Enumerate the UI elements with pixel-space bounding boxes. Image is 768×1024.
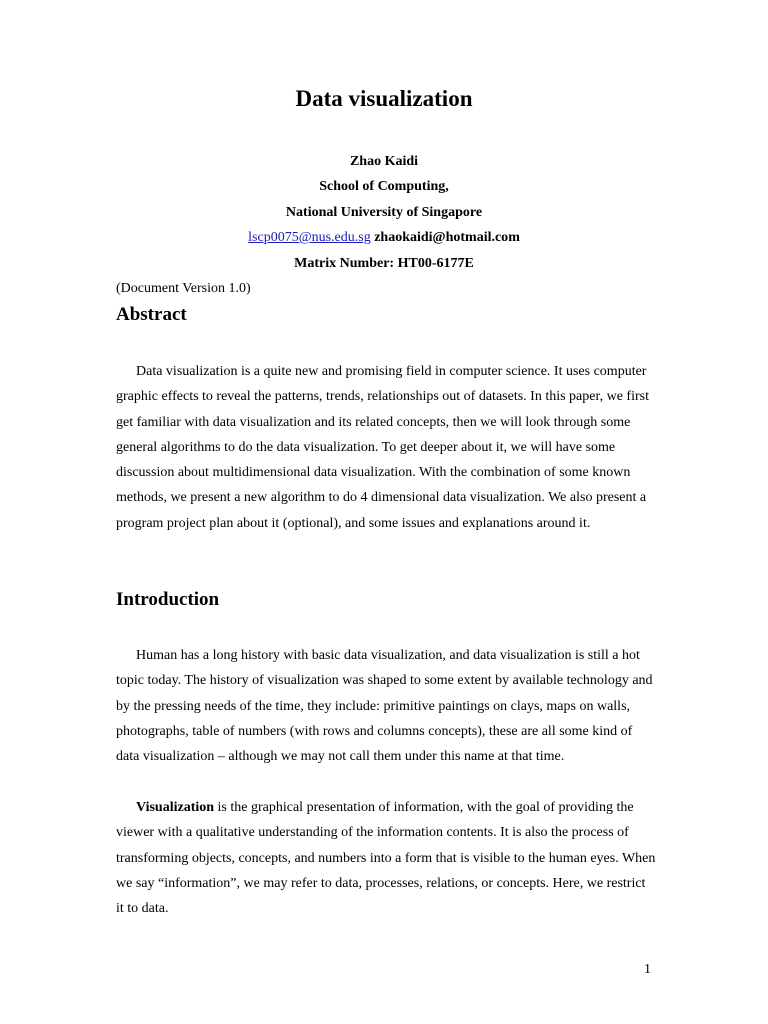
contact-emails	[0, 229, 768, 247]
author-name: Zhao Kaidi	[349, 154, 419, 169]
email-hotmail-end: m	[508, 230, 520, 245]
matrix-number: Matrix Number: HT00-6177E	[294, 256, 474, 271]
email-hotmail-main: zhaokaidi@hotmail.co	[374, 230, 509, 245]
introduction-paragraph-2-text: is the graphical presentation of information, with the goal of providing the viewer with a qualitative understanding of the information contents. It is also the process of transforming objects, concepts, and numbers into a form that is visible to the human eyes. When we say “information”, we may refer to data, processes, relations, or concepts. Here, we restrict it to data.	[116, 800, 656, 917]
paper-title: Data visualization	[295, 86, 473, 111]
visualization-term: Visualization	[136, 800, 215, 815]
affiliation-university: National University of Singapore	[285, 205, 483, 220]
affiliation-school: School of Computing,	[319, 179, 449, 194]
abstract-text: Data visualization is a quite new and promising field in computer science. It uses computer graphic effects to reveal the patterns, trends, relationships out of datasets. In this paper, we first get familiar with data visualization and its related concepts, then we will look through some general algorithms to do the data visualization. To get deeper about it, we will have some discussion about multidimensional data visualization. With the combination of some known methods, we present a new algorithm to do 4 dimensional data visualization. We also present a program project plan about it (optional), and some issues and explanations around it.	[116, 364, 649, 531]
introduction-paragraph-1: Human has a long history with basic data visualization, and data visualization is still a hot topic today. The history of visualization was shaped to some extent by available technology and by the pressing needs of the time, they include: primitive paintings on clays, maps on walls, photographs, table of numbers (with rows and columns concepts), these are all some kind of data visualization – although we may not call them under this name at that time.	[116, 648, 653, 765]
page-number: 1	[644, 962, 651, 977]
introduction-heading: Introduction	[116, 589, 220, 610]
email-link-nus[interactable]: lscp0075@nus.edu.sg	[248, 230, 371, 245]
document-version: (Document Version 1.0)	[116, 281, 251, 296]
abstract-heading: Abstract	[116, 304, 187, 325]
email-hotmail[interactable]	[374, 230, 520, 245]
introduction-paragraph-2	[116, 795, 656, 921]
